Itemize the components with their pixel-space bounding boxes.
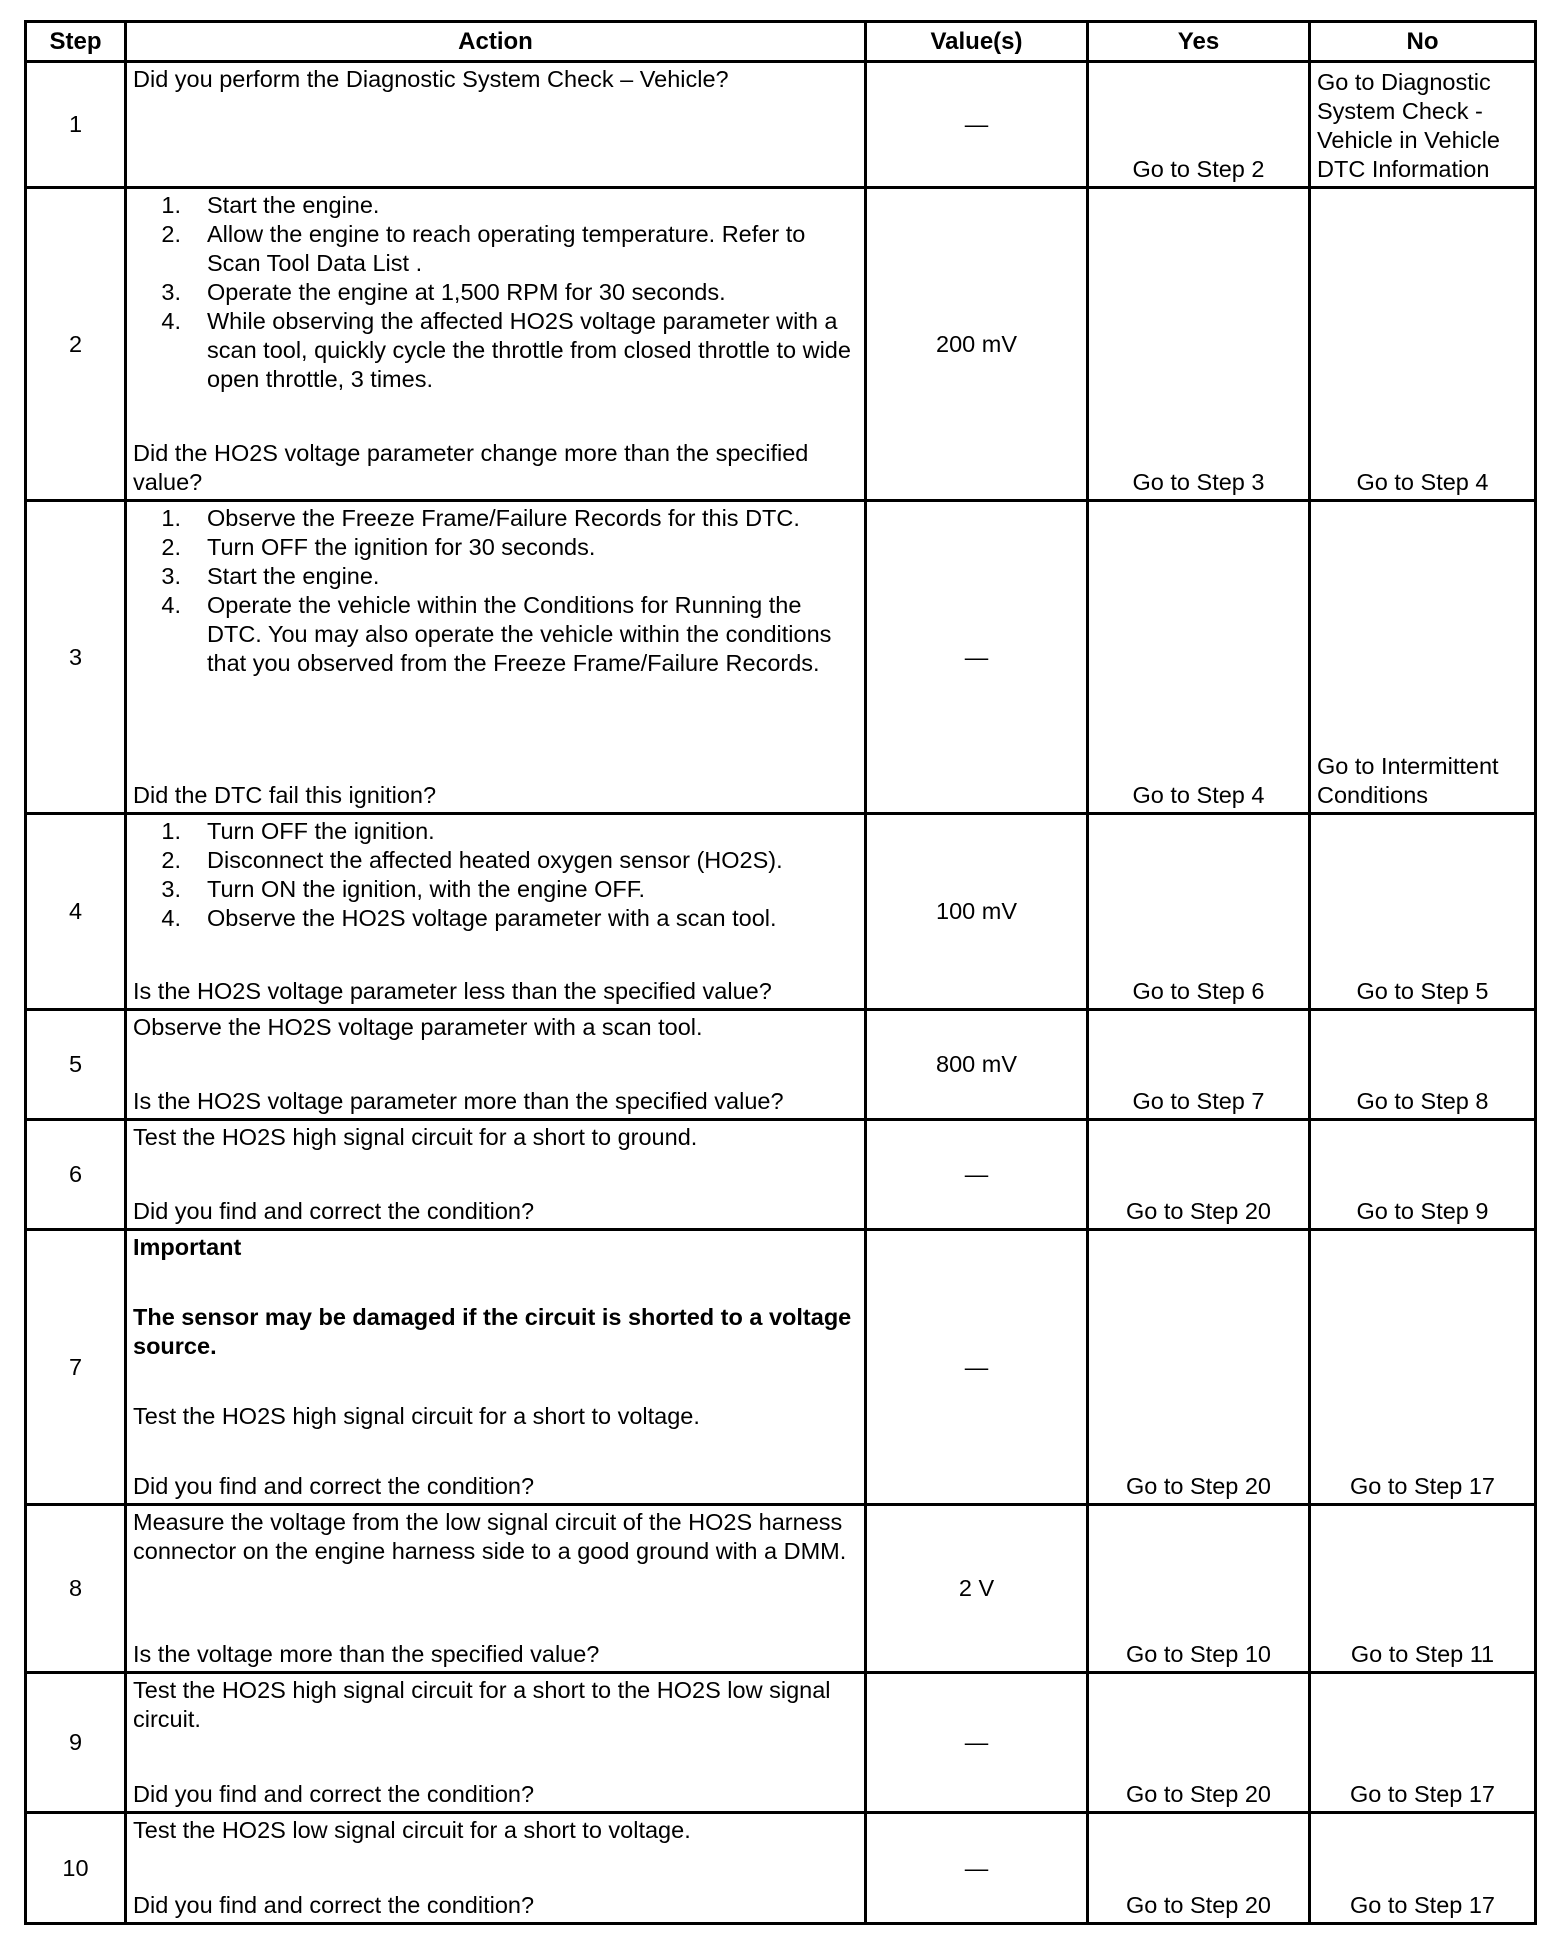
- action-cell: [126, 62, 866, 188]
- yes-cell: Go to Step 2: [1088, 62, 1310, 188]
- no-cell: Go to Step 17: [1310, 1230, 1536, 1505]
- action-cell: [126, 1813, 866, 1924]
- action-question: Did you find and correct the condition?: [133, 1892, 535, 1918]
- action-question: Did the DTC fail this ignition?: [133, 782, 437, 808]
- action-cell: [126, 501, 866, 814]
- no-cell: Go to Step 17: [1310, 1673, 1536, 1813]
- value-cell: —: [866, 1120, 1088, 1230]
- no-cell: Go to Intermittent Conditions: [1310, 501, 1536, 814]
- action-cell: [126, 1230, 866, 1505]
- yes-cell: Go to Step 20: [1088, 1120, 1310, 1230]
- list-item: 2. Turn OFF the ignition for 30 seconds.: [161, 534, 596, 560]
- step-number: 7: [26, 1230, 126, 1505]
- action-question: Is the voltage more than the specified value?: [133, 1641, 600, 1667]
- no-cell: Go to Step 9: [1310, 1120, 1536, 1230]
- no-cell: Go to Step 11: [1310, 1505, 1536, 1673]
- table-row: [26, 1120, 1536, 1230]
- action-cell: [126, 1120, 866, 1230]
- action-question: Is the HO2S voltage parameter more than the specified value?: [133, 1088, 784, 1114]
- value-cell: —: [866, 501, 1088, 814]
- step-number: 4: [26, 814, 126, 1010]
- action-text: Test the HO2S low signal circuit for a short to voltage.: [133, 1817, 691, 1843]
- important-warning: The sensor may be damaged if the circuit is shorted to a voltage source.: [133, 1304, 852, 1359]
- step-number: 8: [26, 1505, 126, 1673]
- list-item: 3. Start the engine.: [161, 563, 380, 589]
- action-question: Did you find and correct the condition?: [133, 1473, 535, 1499]
- header-yes: Yes: [1088, 22, 1310, 62]
- action-cell: [126, 188, 866, 501]
- header-action: Action: [126, 22, 866, 62]
- value-cell: 800 mV: [866, 1010, 1088, 1120]
- yes-cell: Go to Step 20: [1088, 1230, 1310, 1505]
- list-item: 2. Disconnect the affected heated oxygen sensor (HO2S).: [161, 847, 783, 873]
- header-step: Step: [26, 22, 126, 62]
- step-number: 1: [26, 62, 126, 188]
- table-row: [26, 1505, 1536, 1673]
- diagnostic-table: [24, 20, 1537, 1925]
- value-cell: 100 mV: [866, 814, 1088, 1010]
- value-cell: —: [866, 62, 1088, 188]
- table-row: [26, 62, 1536, 188]
- yes-cell: Go to Step 3: [1088, 188, 1310, 501]
- action-steps-list: [133, 817, 858, 933]
- action-text: Test the HO2S high signal circuit for a short to voltage.: [133, 1403, 700, 1429]
- important-label: Important: [133, 1234, 242, 1260]
- action-steps-list: [133, 504, 858, 678]
- action-steps-list: [133, 191, 858, 394]
- step-number: 5: [26, 1010, 126, 1120]
- header-values: Value(s): [866, 22, 1088, 62]
- action-text: Test the HO2S high signal circuit for a short to ground.: [133, 1124, 698, 1150]
- header-row: [26, 22, 1536, 62]
- yes-cell: Go to Step 7: [1088, 1010, 1310, 1120]
- table-row: [26, 1010, 1536, 1120]
- no-cell: Go to Step 5: [1310, 814, 1536, 1010]
- value-cell: 2 V: [866, 1505, 1088, 1673]
- list-item: 3. Turn ON the ignition, with the engine OFF.: [161, 876, 646, 902]
- yes-cell: Go to Step 20: [1088, 1813, 1310, 1924]
- action-question: Did you find and correct the condition?: [133, 1781, 535, 1807]
- step-number: 10: [26, 1813, 126, 1924]
- table-row: [26, 188, 1536, 501]
- action-text: Test the HO2S high signal circuit for a short to the HO2S low signal circuit.: [133, 1677, 831, 1732]
- yes-cell: Go to Step 10: [1088, 1505, 1310, 1673]
- action-question: Did the HO2S voltage parameter change more than the specified value?: [133, 440, 809, 495]
- action-cell: [126, 1673, 866, 1813]
- list-item: 4. While observing the affected HO2S voltage parameter with a scan tool, quickly cycle the throttle from closed throttle to wide open throttle, 3 times.: [161, 308, 851, 392]
- list-item: 1. Start the engine.: [161, 192, 380, 218]
- step-number: 3: [26, 501, 126, 814]
- value-cell: —: [866, 1673, 1088, 1813]
- value-cell: —: [866, 1813, 1088, 1924]
- action-question: Did you find and correct the condition?: [133, 1198, 535, 1224]
- list-item: 1. Observe the Freeze Frame/Failure Records for this DTC.: [161, 505, 800, 531]
- table-row: [26, 1673, 1536, 1813]
- list-item: 4. Observe the HO2S voltage parameter with a scan tool.: [161, 905, 777, 931]
- action-cell: [126, 1505, 866, 1673]
- action-text: Observe the HO2S voltage parameter with a scan tool.: [133, 1014, 703, 1040]
- list-item: 4. Operate the vehicle within the Conditions for Running the DTC. You may also operate the vehicle within the conditions that you observed from the Freeze Frame/Failure Records.: [161, 592, 832, 676]
- value-cell: —: [866, 1230, 1088, 1505]
- diagnostic-table-wrapper: [24, 20, 1537, 1925]
- no-cell: Go to Step 8: [1310, 1010, 1536, 1120]
- action-text: Did you perform the Diagnostic System Check – Vehicle?: [133, 66, 729, 92]
- header-no: No: [1310, 22, 1536, 62]
- no-cell: Go to Diagnostic System Check - Vehicle in Vehicle DTC Information: [1310, 62, 1536, 188]
- action-cell: [126, 814, 866, 1010]
- step-number: 2: [26, 188, 126, 501]
- no-cell: Go to Step 4: [1310, 188, 1536, 501]
- yes-cell: Go to Step 20: [1088, 1673, 1310, 1813]
- table-row: [26, 814, 1536, 1010]
- table-row: [26, 501, 1536, 814]
- yes-cell: Go to Step 4: [1088, 501, 1310, 814]
- list-item: 3. Operate the engine at 1,500 RPM for 30 seconds.: [161, 279, 726, 305]
- value-cell: 200 mV: [866, 188, 1088, 501]
- list-item: 2. Allow the engine to reach operating temperature. Refer to Scan Tool Data List .: [161, 221, 806, 276]
- table-row: [26, 1230, 1536, 1505]
- step-number: 6: [26, 1120, 126, 1230]
- no-cell: Go to Step 17: [1310, 1813, 1536, 1924]
- action-text: Measure the voltage from the low signal circuit of the HO2S harness connector on the engine harness side to a good ground with a DMM.: [133, 1509, 847, 1564]
- list-item: 1. Turn OFF the ignition.: [161, 818, 435, 844]
- action-question: Is the HO2S voltage parameter less than the specified value?: [133, 978, 772, 1004]
- yes-cell: Go to Step 6: [1088, 814, 1310, 1010]
- action-cell: [126, 1010, 866, 1120]
- table-row: [26, 1813, 1536, 1924]
- step-number: 9: [26, 1673, 126, 1813]
